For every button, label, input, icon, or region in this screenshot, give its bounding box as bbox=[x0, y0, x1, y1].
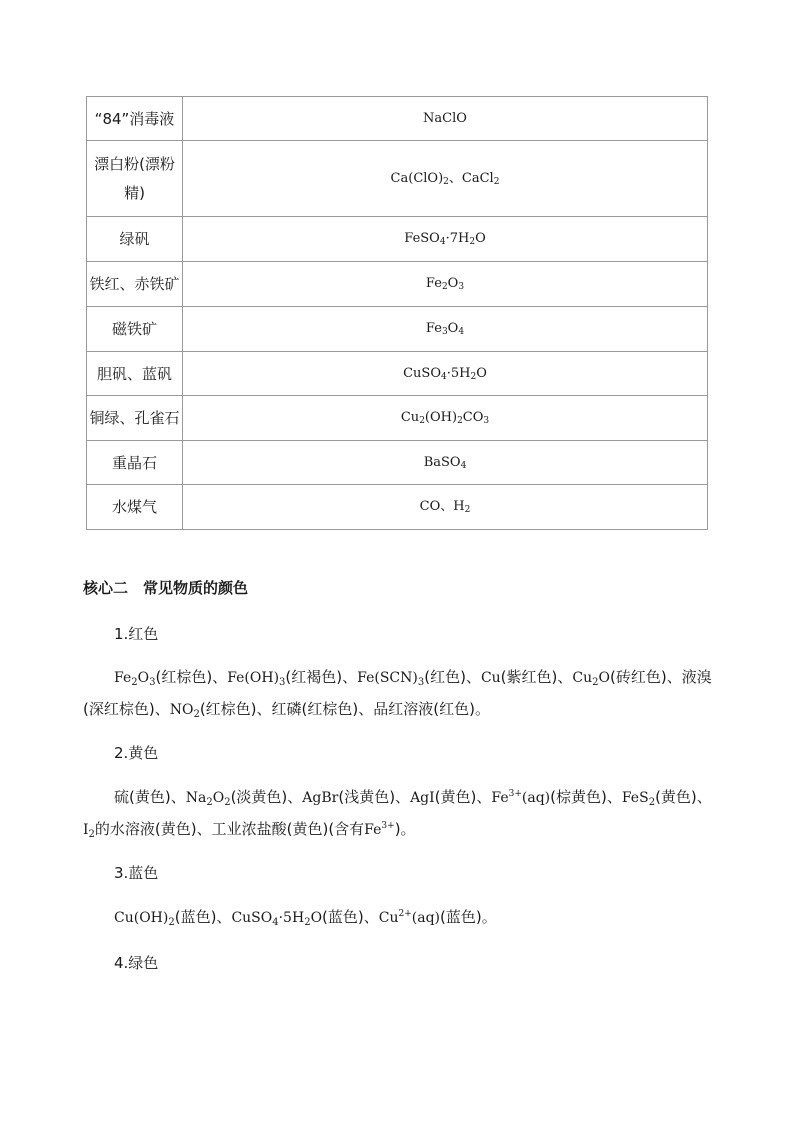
substance-name-table bbox=[86, 96, 708, 530]
common-name-cell: 胆矾、蓝矾 bbox=[87, 352, 183, 396]
common-name-cell: 重晶石 bbox=[87, 441, 183, 485]
yellow-paragraph: 硫(黄色)、$Na_2O_2$(淡黄色)、AgBr(浅黄色)、AgI(黄色)、$Fe^{3+}(aq)$(棕黄色)、FeS$_2$(黄色)、$I_2$的水溶液(黄色)、工业浓盐酸(黄色)(含有$Fe^{3+}$)。 bbox=[83, 788, 712, 840]
common-name-cell: 铜绿、孔雀石 bbox=[87, 396, 183, 441]
formula-cell: $Fe_2O_3$ bbox=[183, 262, 708, 307]
green-subheading: 4.绿色 bbox=[114, 954, 159, 972]
common-name-cell: 漂白粉(漂粉精) bbox=[87, 141, 183, 217]
common-name-cell: 水煤气 bbox=[87, 485, 183, 530]
table-row bbox=[87, 141, 708, 217]
blue-paragraph: $Cu(OH)_2$(蓝色)、$CuSO_4\cdot 5H_2O$(蓝色)、$Cu^{2+}(aq)$(蓝色)。 bbox=[114, 908, 497, 928]
section-heading: 核心二 常见物质的颜色 bbox=[83, 579, 249, 597]
formula-cell: NaClO bbox=[183, 97, 708, 141]
common-name-cell: 铁红、赤铁矿 bbox=[87, 262, 183, 307]
red-paragraph: $Fe_2O_3$(红棕色)、$Fe(OH)_3$(红褐色)、$Fe(SCN)_3$(红色)、Cu(紫红色)、$Cu_2O$(砖红色)、液溴(深红棕色)、$NO_2$(红棕色)、红磷(红棕色)、品红溶液(红色)。 bbox=[83, 668, 712, 720]
common-name-cell: “84”消毒液 bbox=[87, 97, 183, 141]
table-row bbox=[87, 485, 708, 530]
common-name-cell: 磁铁矿 bbox=[87, 307, 183, 352]
formula-cell: $Fe_3O_4$ bbox=[183, 307, 708, 352]
table-row bbox=[87, 441, 708, 485]
formula-cell: BaSO$_4$ bbox=[183, 441, 708, 485]
table-row bbox=[87, 97, 708, 141]
yellow-subheading: 2.黄色 bbox=[114, 744, 159, 762]
formula-cell: $Cu_2(OH)_2CO_3$ bbox=[183, 396, 708, 441]
formula-cell: $CuSO_4\cdot 5H_2O$ bbox=[183, 352, 708, 396]
formula-cell: $Ca(ClO)_2$、CaCl$_2$ bbox=[183, 141, 708, 217]
formula-cell: $FeSO_4\cdot 7H_2O$ bbox=[183, 217, 708, 262]
red-subheading: 1.红色 bbox=[114, 625, 159, 643]
table-row bbox=[87, 217, 708, 262]
common-name-cell: 绿矾 bbox=[87, 217, 183, 262]
formula-cell: CO、$H_2$ bbox=[183, 485, 708, 530]
table-row bbox=[87, 307, 708, 352]
table-row bbox=[87, 262, 708, 307]
table-row bbox=[87, 396, 708, 441]
blue-subheading: 3.蓝色 bbox=[114, 864, 159, 882]
table-row bbox=[87, 352, 708, 396]
